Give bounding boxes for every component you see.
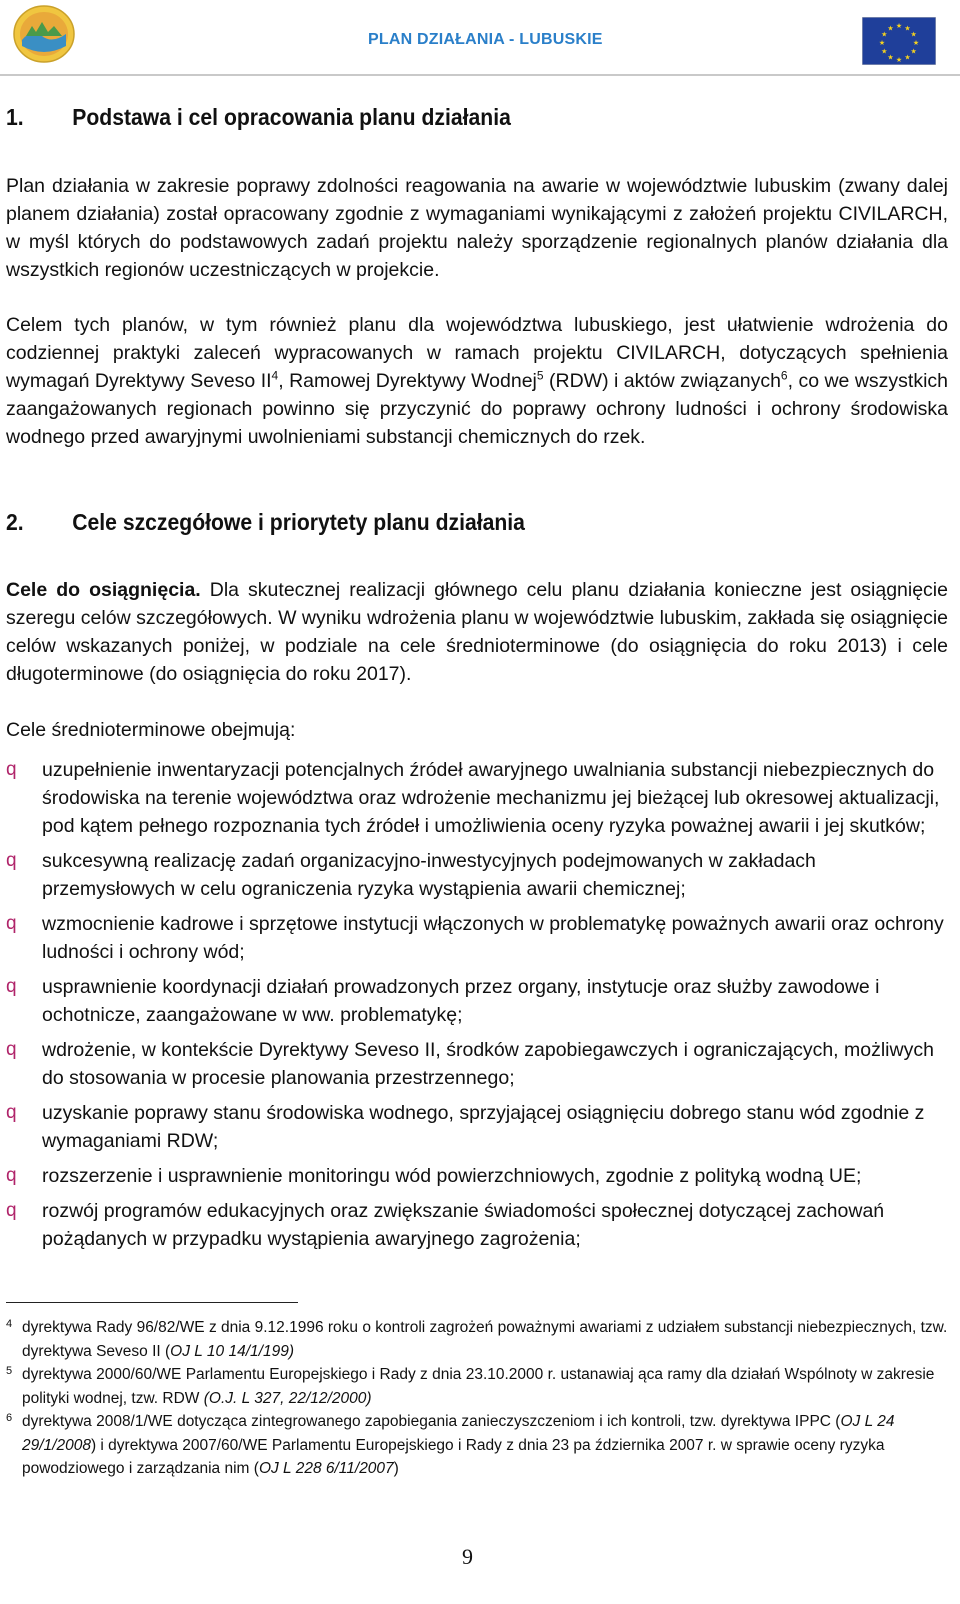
section-2-paragraph bbox=[6, 576, 948, 688]
bullet-icon: q bbox=[6, 1102, 17, 1123]
footnote-ref-6: 6 bbox=[780, 368, 788, 383]
footnote-ref-4: 4 bbox=[271, 368, 279, 383]
footnote bbox=[6, 1316, 948, 1363]
list-item-text: rozszerzenie i usprawnienie monitoringu wód powierzchniowych, zgodnie z polityką wodną UE; bbox=[42, 1165, 862, 1187]
page-number: 9 bbox=[462, 1544, 473, 1569]
list-item-text: uzyskanie poprawy stanu środowiska wodnego, sprzyjającej osiągnięciu dobrego stanu wód zgodnie z wymaganiami RDW; bbox=[42, 1102, 925, 1152]
footnote-citation: OJ L 24 29/1/2008 bbox=[22, 1413, 895, 1454]
footnote-number: 6 bbox=[6, 1412, 13, 1424]
svg-text:★: ★ bbox=[878, 39, 886, 47]
footnotes bbox=[6, 1316, 948, 1481]
footnote-number: 5 bbox=[6, 1365, 13, 1377]
list-item bbox=[6, 1099, 948, 1155]
svg-text:★: ★ bbox=[904, 53, 911, 62]
header-divider bbox=[0, 74, 960, 76]
footnote-text: ) i dyrektywa 2007/60/WE Parlamentu Europejskiego i Rady z dnia 23 pa ździernika 2007 r. w sprawie oceny ryzyka powodziowego i zarządzania nim ( bbox=[22, 1436, 885, 1477]
list-item bbox=[6, 1197, 948, 1253]
list-item bbox=[6, 756, 948, 840]
list-item-text: uzupełnienie inwentaryzacji potencjalnych źródeł awaryjnego uwalniania substancji niebezpiecznych do środowiska na terenie województwa oraz wdrożenie mechanizmu jej bieżącej lub okresowej aktualizacji, pod kątem pełnego rozpoznania tych źródeł i umożliwienia oceny ryzyka poważnej awarii i jej skutków; bbox=[42, 759, 940, 837]
list-item-text: rozwój programów edukacyjnych oraz zwiększanie świadomości społecznej dotyczącej zachowań pożądanych w przypadku wystąpienia awaryjnego zagrożenia; bbox=[42, 1200, 885, 1250]
svg-text:★: ★ bbox=[912, 39, 920, 47]
footnote-citation: OJ L 228 6/11/2007 bbox=[258, 1460, 394, 1477]
list-item-text: usprawnienie koordynacji działań prowadzonych przez organy, instytucje oraz służby zawodowe i ochotnicze, zaangażowane w ww. problematykę; bbox=[42, 976, 880, 1026]
section-1-heading bbox=[6, 104, 511, 131]
regional-logo-icon bbox=[12, 4, 76, 64]
list-item-text: wdrożenie, w kontekście Dyrektywy Seveso II, środków zapobiegawczych i ograniczających, możliwych do stosowania w procesie planowania przestrzennego; bbox=[42, 1039, 934, 1089]
svg-text:★: ★ bbox=[910, 30, 917, 39]
list-item-text: sukcesywną realizację zadań organizacyjno-inwestycyjnych podejmowanych w zakładach przemysłowych w celu ograniczenia ryzyka wystąpienia awarii chemicznej; bbox=[42, 850, 816, 900]
footnote-text: dyrektywa Rady 96/82/WE z dnia 9.12.1996 roku o kontroli zagrożeń poważnymi awariami z udziałem substancji niebezpiecznych, tzw. dyrektywa Seveso II ( bbox=[22, 1319, 948, 1360]
para2-text-c: (RDW) i aktów związanych bbox=[543, 370, 781, 392]
header-title: PLAN DZIAŁANIA - LUBUSKIE bbox=[368, 31, 603, 48]
footnote-number: 4 bbox=[6, 1318, 13, 1330]
goals-list-label: Cele średnioterminowe obejmują: bbox=[6, 719, 296, 741]
footnote-citation: (O.J. L 327, 22/12/2000) bbox=[203, 1389, 372, 1407]
svg-text:★: ★ bbox=[904, 24, 911, 33]
bullet-icon: q bbox=[6, 913, 17, 934]
svg-text:★: ★ bbox=[895, 22, 903, 30]
list-item bbox=[6, 1036, 948, 1092]
goals-list bbox=[6, 756, 948, 1260]
footnote-divider bbox=[6, 1302, 298, 1303]
bullet-icon: q bbox=[6, 976, 17, 997]
section-1-title: Podstawa i cel opracowania planu działania bbox=[72, 104, 511, 130]
svg-text:★: ★ bbox=[895, 56, 903, 64]
page-header bbox=[0, 0, 960, 78]
bullet-icon: q bbox=[6, 759, 17, 780]
svg-text:★: ★ bbox=[887, 53, 894, 62]
footnote-ref-5: 5 bbox=[536, 368, 544, 383]
footnote-citation: OJ L 10 14/1/199) bbox=[170, 1342, 294, 1360]
list-item-text: wzmocnienie kadrowe i sprzętowe instytucji włączonych w problematykę poważnych awarii oraz ochrony ludności i ochrony wód; bbox=[42, 913, 944, 963]
section-2-number: 2. bbox=[6, 509, 24, 535]
list-item bbox=[6, 973, 948, 1029]
section-2-lead: Cele do osiągnięcia. bbox=[6, 579, 201, 601]
para2-text-b: , Ramowej Dyrektywy Wodnej bbox=[278, 370, 537, 392]
svg-text:★: ★ bbox=[910, 47, 917, 56]
section-2-heading bbox=[6, 509, 525, 536]
para2-text-a: Celem tych planów, w tym również planu dla województwa lubuskiego, jest ułatwienie wdrożenia do codziennej praktyki zaleceń wypracowanych w ramach projektu CIVILARCH, dotyczących spełnienia wymagań Dyrektywy Seveso II bbox=[6, 314, 948, 392]
section-1-number: 1. bbox=[6, 104, 24, 130]
bullet-icon: q bbox=[6, 1200, 17, 1221]
footnote-text: dyrektywa 2000/60/WE Parlamentu Europejskiego i Rady z dnia 23.10.2000 r. ustanawiaj ąca ramy dla działań Wspólnoty w zakresie polityki wodnej, tzw. RDW bbox=[22, 1366, 935, 1407]
footnote-text: dyrektywa 2008/1/WE dotycząca zintegrowanego zapobiegania zanieczyszczeniom i ich kontroli, tzw. dyrektywa IPPC ( bbox=[22, 1413, 841, 1430]
para2-text-d: , co we wszystkich zaangażowanych regionach powinno się przyczynić do poprawy ochrony ludności i ochrony środowiska wodnego przed awaryjnymi uwolnieniami substancji chemicznych do rzek. bbox=[6, 370, 949, 448]
section-2-text: Dla skutecznej realizacji głównego celu planu działania konieczne jest osiągnięcie szeregu celów szczegółowych. W wyniku wdrożenia planu w województwie lubuskim, zakłada się osiągnięcie celów wskazanych poniżej, w podziale na cele średnioterminowe (do osiągnięcia do roku 2013) i cele długoterminowe (do osiągnięcia do roku 2017). bbox=[6, 579, 948, 685]
svg-text:★: ★ bbox=[881, 30, 888, 39]
section-2-title: Cele szczegółowe i priorytety planu działania bbox=[72, 509, 525, 535]
footnote bbox=[6, 1363, 948, 1410]
bullet-icon: q bbox=[6, 1039, 17, 1060]
eu-flag-icon bbox=[862, 17, 936, 65]
section-1-paragraph-1: Plan działania w zakresie poprawy zdolności reagowania na awarie w województwie lubuskim (zwany dalej planem działania) został opracowany zgodnie z wymaganiami wynikającymi z założeń projektu CIVILARCH, w myśl których do podstawowych zadań projektu należy sporządzenie regionalnych planów działania dla wszystkich regionów uczestniczących w projekcie. bbox=[6, 175, 948, 281]
list-item bbox=[6, 910, 948, 966]
list-item bbox=[6, 1162, 948, 1190]
footnote bbox=[6, 1410, 948, 1481]
list-item bbox=[6, 847, 948, 903]
section-1-paragraph-2 bbox=[6, 311, 948, 451]
bullet-icon: q bbox=[6, 1165, 17, 1186]
bullet-icon: q bbox=[6, 850, 17, 871]
footnote-text: ) bbox=[393, 1460, 399, 1477]
svg-text:★: ★ bbox=[887, 24, 894, 33]
svg-text:★: ★ bbox=[881, 47, 888, 56]
